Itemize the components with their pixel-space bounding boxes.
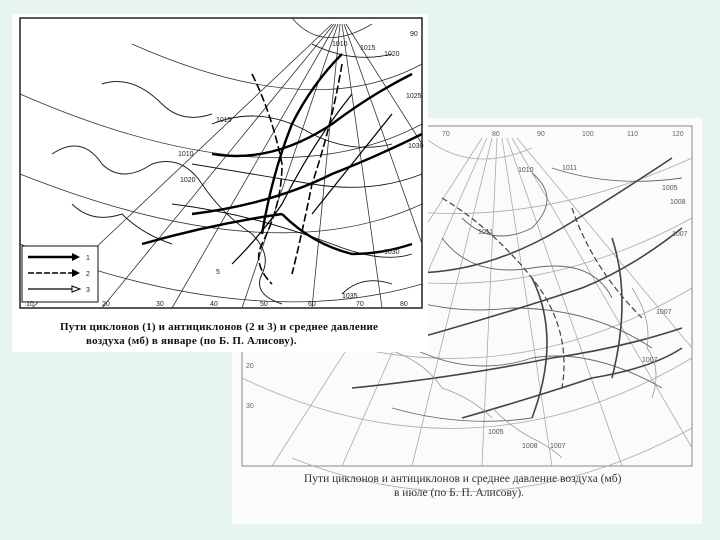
winter-caption (60, 320, 430, 348)
winter-isobar-label: 1010 (178, 151, 194, 158)
summer-tick-label: 90 (537, 131, 545, 138)
summer-isobar-label: 1007 (656, 309, 672, 316)
winter-map-graphic (12, 14, 428, 352)
summer-caption-line-2: в июле (по Б. П. Алисову). (394, 487, 525, 499)
summer-isobar-label: 1005 (662, 185, 678, 192)
winter-isobar-label: 1015 (216, 117, 232, 124)
winter-isobar-label: 1015 (360, 45, 376, 52)
summer-tick-label: 80 (492, 131, 500, 138)
summer-tick-label: 100 (582, 131, 594, 138)
winter-tick-label: 80 (400, 301, 408, 308)
legend-label-1: 1 (86, 255, 90, 262)
summer-isobar-label: 1007 (550, 443, 566, 450)
winter-tick-label: 10 (26, 301, 34, 308)
summer-isobar-label: 1011 (478, 229, 494, 236)
summer-isobar-label: 1007 (672, 231, 688, 238)
winter-tick-label: 40 (210, 301, 218, 308)
summer-tick-label: 120 (672, 131, 684, 138)
winter-tick-label: 60 (308, 301, 316, 308)
summer-tick-label: 30 (246, 403, 254, 410)
winter-isobar-label: 1010 (332, 41, 348, 48)
winter-legend (22, 246, 98, 302)
summer-isobar-label: 1008 (522, 443, 538, 450)
summer-caption-line-1: Пути циклонов и антициклонов и среднее давление воздуха (мб) (304, 473, 622, 485)
summer-isobar-label: 1011 (562, 165, 578, 172)
summer-isobar-label: 1010 (518, 167, 534, 174)
summer-tick-label: 20 (246, 363, 254, 370)
summer-tick-label: 70 (442, 131, 450, 138)
summer-isobar-label: 1007 (642, 357, 658, 364)
summer-caption (304, 472, 694, 500)
summer-isobar-label: 1008 (670, 199, 686, 206)
winter-isobar-label: 1030 (408, 143, 424, 150)
winter-map-panel (12, 14, 428, 352)
winter-tick-label: 30 (156, 301, 164, 308)
winter-isobar-label: 1025 (406, 93, 422, 100)
winter-caption-line-2: воздуха (мб) в январе (по Б. П. Алисову). (86, 335, 297, 347)
winter-tick-label: 50 (260, 301, 268, 308)
summer-tick-label: 110 (627, 131, 639, 138)
winter-tick-label: 20 (102, 301, 110, 308)
winter-isobar-label: 1035 (342, 293, 358, 300)
winter-map-number: 5 (216, 269, 220, 276)
summer-isobar-label: 1005 (488, 429, 504, 436)
winter-tick-label: 90 (410, 31, 418, 38)
winter-isobar-label: 1020 (180, 177, 196, 184)
winter-isobar-label: 1030 (384, 249, 400, 256)
winter-tick-label: 70 (356, 301, 364, 308)
legend-label-3: 3 (86, 287, 90, 294)
winter-isobar-label: 1020 (384, 51, 400, 58)
legend-label-2: 2 (86, 271, 90, 278)
winter-caption-line-1: Пути циклонов (1) и антициклонов (2 и 3) и среднее давление (60, 321, 379, 333)
